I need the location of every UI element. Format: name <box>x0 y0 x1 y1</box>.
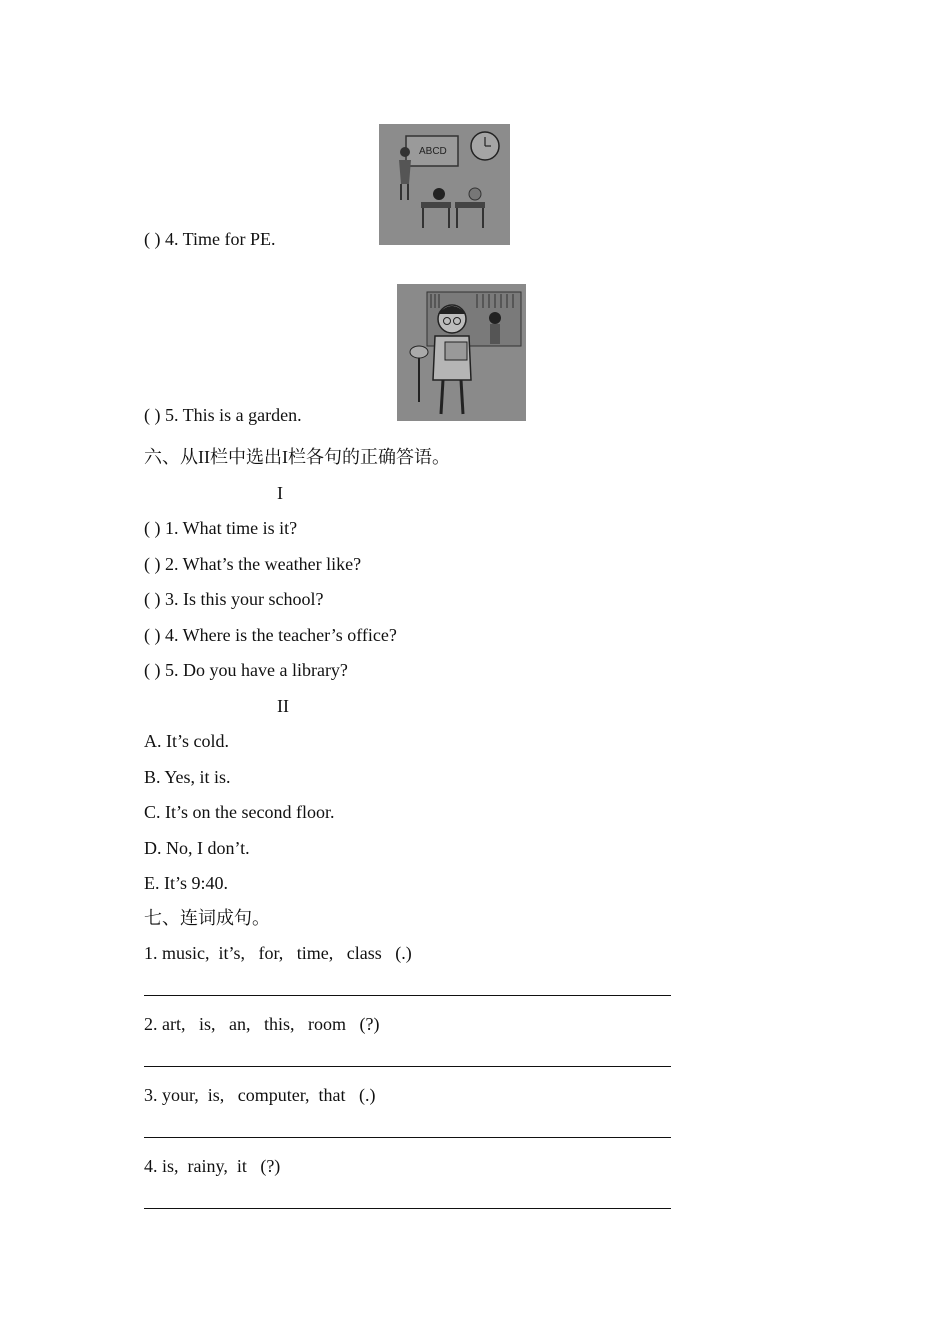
answer-line-3[interactable] <box>144 1137 671 1138</box>
sentence-item-3: 3. your, is, computer, that (.) <box>144 1085 376 1105</box>
answer-line-4[interactable] <box>144 1208 671 1209</box>
question-4: ( ) 4. Where is the teacher’s office? <box>144 625 397 645</box>
question-3: ( ) 3. Is this your school? <box>144 589 324 609</box>
picture-item-4: ( ) 4. Time for PE. <box>144 229 276 249</box>
answer-e: E. It’s 9:40. <box>144 873 228 893</box>
sentence-item-4: 4. is, rainy, it (?) <box>144 1156 281 1176</box>
column-one-label: I <box>277 483 283 503</box>
svg-text:ABCD: ABCD <box>419 146 447 157</box>
answer-line-1[interactable] <box>144 995 671 996</box>
sentence-item-2: 2. art, is, an, this, room (?) <box>144 1014 380 1034</box>
section6-heading: 六、从II栏中选出I栏各句的正确答语。 <box>144 447 450 467</box>
answer-b: B. Yes, it is. <box>144 767 231 787</box>
library-picture <box>397 284 526 421</box>
answer-c: C. It’s on the second floor. <box>144 802 335 822</box>
column-two-label: II <box>277 696 289 716</box>
question-1: ( ) 1. What time is it? <box>144 518 298 538</box>
answer-d: D. No, I don’t. <box>144 838 250 858</box>
answer-a: A. It’s cold. <box>144 731 229 751</box>
picture-item-5: ( ) 5. This is a garden. <box>144 405 302 425</box>
section7-heading: 七、连词成句。 <box>144 908 270 928</box>
question-2: ( ) 2. What’s the weather like? <box>144 554 362 574</box>
question-5: ( ) 5. Do you have a library? <box>144 660 348 680</box>
answer-line-2[interactable] <box>144 1066 671 1067</box>
sentence-item-1: 1. music, it’s, for, time, class (.) <box>144 943 412 963</box>
classroom-picture <box>379 124 510 245</box>
